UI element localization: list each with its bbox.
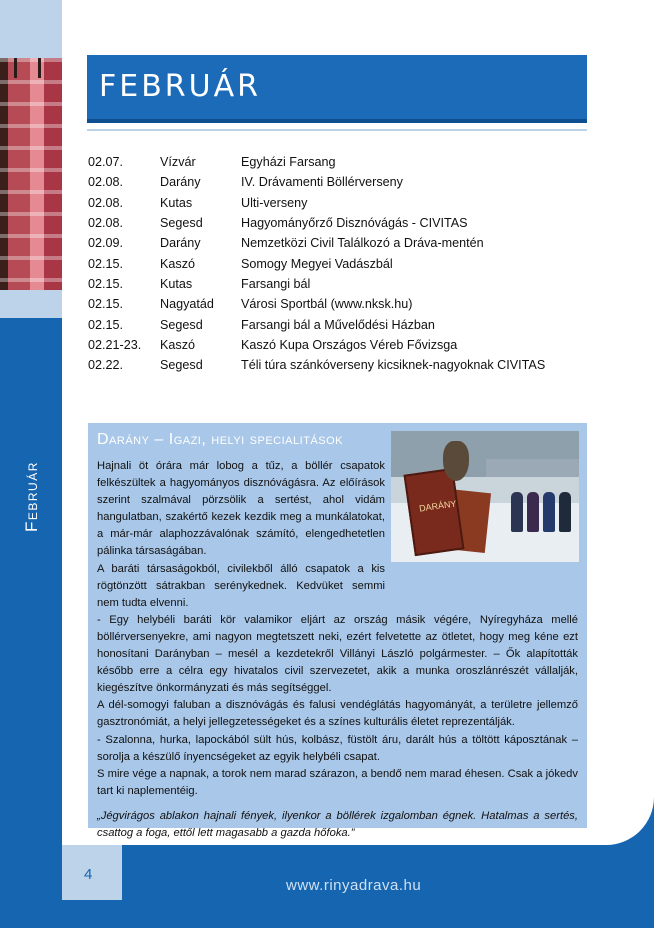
side-month-label: Február: [22, 461, 41, 532]
page-number: 4: [84, 866, 93, 883]
event-row: [88, 233, 588, 253]
event-name: Egyházi Farsang: [241, 155, 336, 170]
event-name: Városi Sportbál (www.nksk.hu): [241, 297, 413, 312]
event-date: 02.15.: [88, 297, 124, 312]
event-place: Vízvár: [160, 155, 196, 170]
event-list: [88, 152, 588, 375]
event-place: Kutas: [160, 276, 193, 291]
feature-title: Darány – Igazi, helyi specialitások: [97, 431, 343, 448]
month-header: [87, 55, 587, 123]
event-row: [88, 213, 588, 233]
event-date: 02.08.: [88, 175, 124, 190]
event-date: 02.08.: [88, 195, 124, 210]
event-name: Hagyományőrző Disznóvágás - CIVITAS: [241, 216, 468, 231]
event-row: [88, 355, 588, 375]
article-quote: „Jégvirágos ablakon hajnali fények, ilyenkor a böllérek izgalomban égnek. Hatalmas a sertés, csattog a foga, ettől lett magasabb a gazda hőfoka.”: [97, 809, 578, 839]
feature-article: [97, 458, 578, 842]
event-date: 02.21-23.: [88, 337, 142, 352]
event-name: Nemzetközi Civil Találkozó a Dráva-mentén: [241, 236, 484, 251]
event-date: 02.08.: [88, 216, 124, 231]
event-place: Nagyatád: [160, 297, 214, 312]
event-date: 02.07.: [88, 155, 124, 170]
event-row: [88, 152, 588, 172]
event-row: [88, 314, 588, 334]
article-paragraph: S mire vége a napnak, a torok nem marad szárazon, a bendő nem marad éhesen. Csak a jókedv tart ki naplementéig.: [97, 767, 578, 797]
event-date: 02.09.: [88, 236, 124, 251]
event-place: Segesd: [160, 358, 203, 373]
article-paragraph: Hajnali öt órára már lobog a tűz, a böllér csapatok felkészültek a hagyományos disznóvágásra. Az előírások szerint szalmával pörzsölik a sertést, ahol vidám hangulatban, szakértő kezek kezdik meg a munkálatokat, a már-már alaphozzávalónak számító, elengedhetetlen pálinka társaságában.: [97, 460, 385, 558]
event-row: [88, 294, 588, 314]
article-paragraph: - Egy helybéli baráti kör valamikor eljárt az ország másik végére, Nyíregyháza mellé böllérversenyekre, ami nagyon megtetszett neki, ezért felvetette az ötletet, hogy meg kéne ezt honosítani Darányban – mesél a kezdetekről Villányi László polgármester. – Ők alapították később erre a célra egy hivatalos civil szervezetet, akik a munka oroszlánrészét vállalják, kiegészítve önkormányzati és más segítséggel.: [97, 613, 578, 695]
event-place: Darány: [160, 175, 201, 190]
hook-icon: [38, 58, 41, 78]
event-place: Darány: [160, 236, 201, 251]
event-row: [88, 274, 588, 294]
meat-photo: [0, 58, 62, 290]
event-name: IV. Drávamenti Böllérverseny: [241, 175, 403, 190]
event-place: Segesd: [160, 216, 203, 231]
event-row: [88, 335, 588, 355]
event-name: Téli túra szánkóverseny kicsiknek-nagyoknak CIVITAS: [241, 358, 546, 373]
event-row: [88, 172, 588, 192]
article-paragraph: - Szalonna, hurka, lapockából sült hús, kolbász, füstölt áru, darált hús a töltött káposztának – sorolja a készülő ínyencségeket az egyik helybéli csapat.: [97, 733, 578, 763]
event-name: Farsangi bál: [241, 276, 311, 291]
month-title: FEBRUÁR: [99, 69, 261, 104]
event-row: [88, 253, 588, 273]
event-place: Kaszó: [160, 337, 196, 352]
footer-url[interactable]: www.rinyadrava.hu: [286, 877, 422, 894]
event-place: Segesd: [160, 317, 203, 332]
event-name: Somogy Megyei Vadászbál: [241, 256, 393, 271]
event-date: 02.15.: [88, 256, 124, 271]
event-row: [88, 193, 588, 213]
event-date: 02.15.: [88, 276, 124, 291]
event-date: 02.22.: [88, 358, 124, 373]
event-name: Ulti-verseny: [241, 195, 308, 210]
event-name: Kaszó Kupa Országos Véreb Fővizsga: [241, 337, 458, 352]
article-paragraph: A baráti társaságokból, civilekből álló csapatok a kis rögtönzött sátrakban serénykednek. Kedvüket semmi nem tudta elvenni.: [97, 562, 385, 609]
event-name: Farsangi bál a Művelődési Házban: [241, 317, 435, 332]
feature-box: [88, 423, 587, 839]
article-paragraph: A dél-somogyi faluban a disznóvágás és falusi vendéglátás hagyományát, a területre jellemző gasztronómiát, a helyi jellegzetességeket és a színes kulturális életet reprezentálják.: [97, 699, 578, 729]
sign-text: DARÁNY: [418, 498, 458, 514]
header-divider: [87, 129, 587, 131]
hook-icon: [14, 58, 17, 78]
event-place: Kaszó: [160, 256, 196, 271]
event-date: 02.15.: [88, 317, 124, 332]
event-place: Kutas: [160, 195, 193, 210]
